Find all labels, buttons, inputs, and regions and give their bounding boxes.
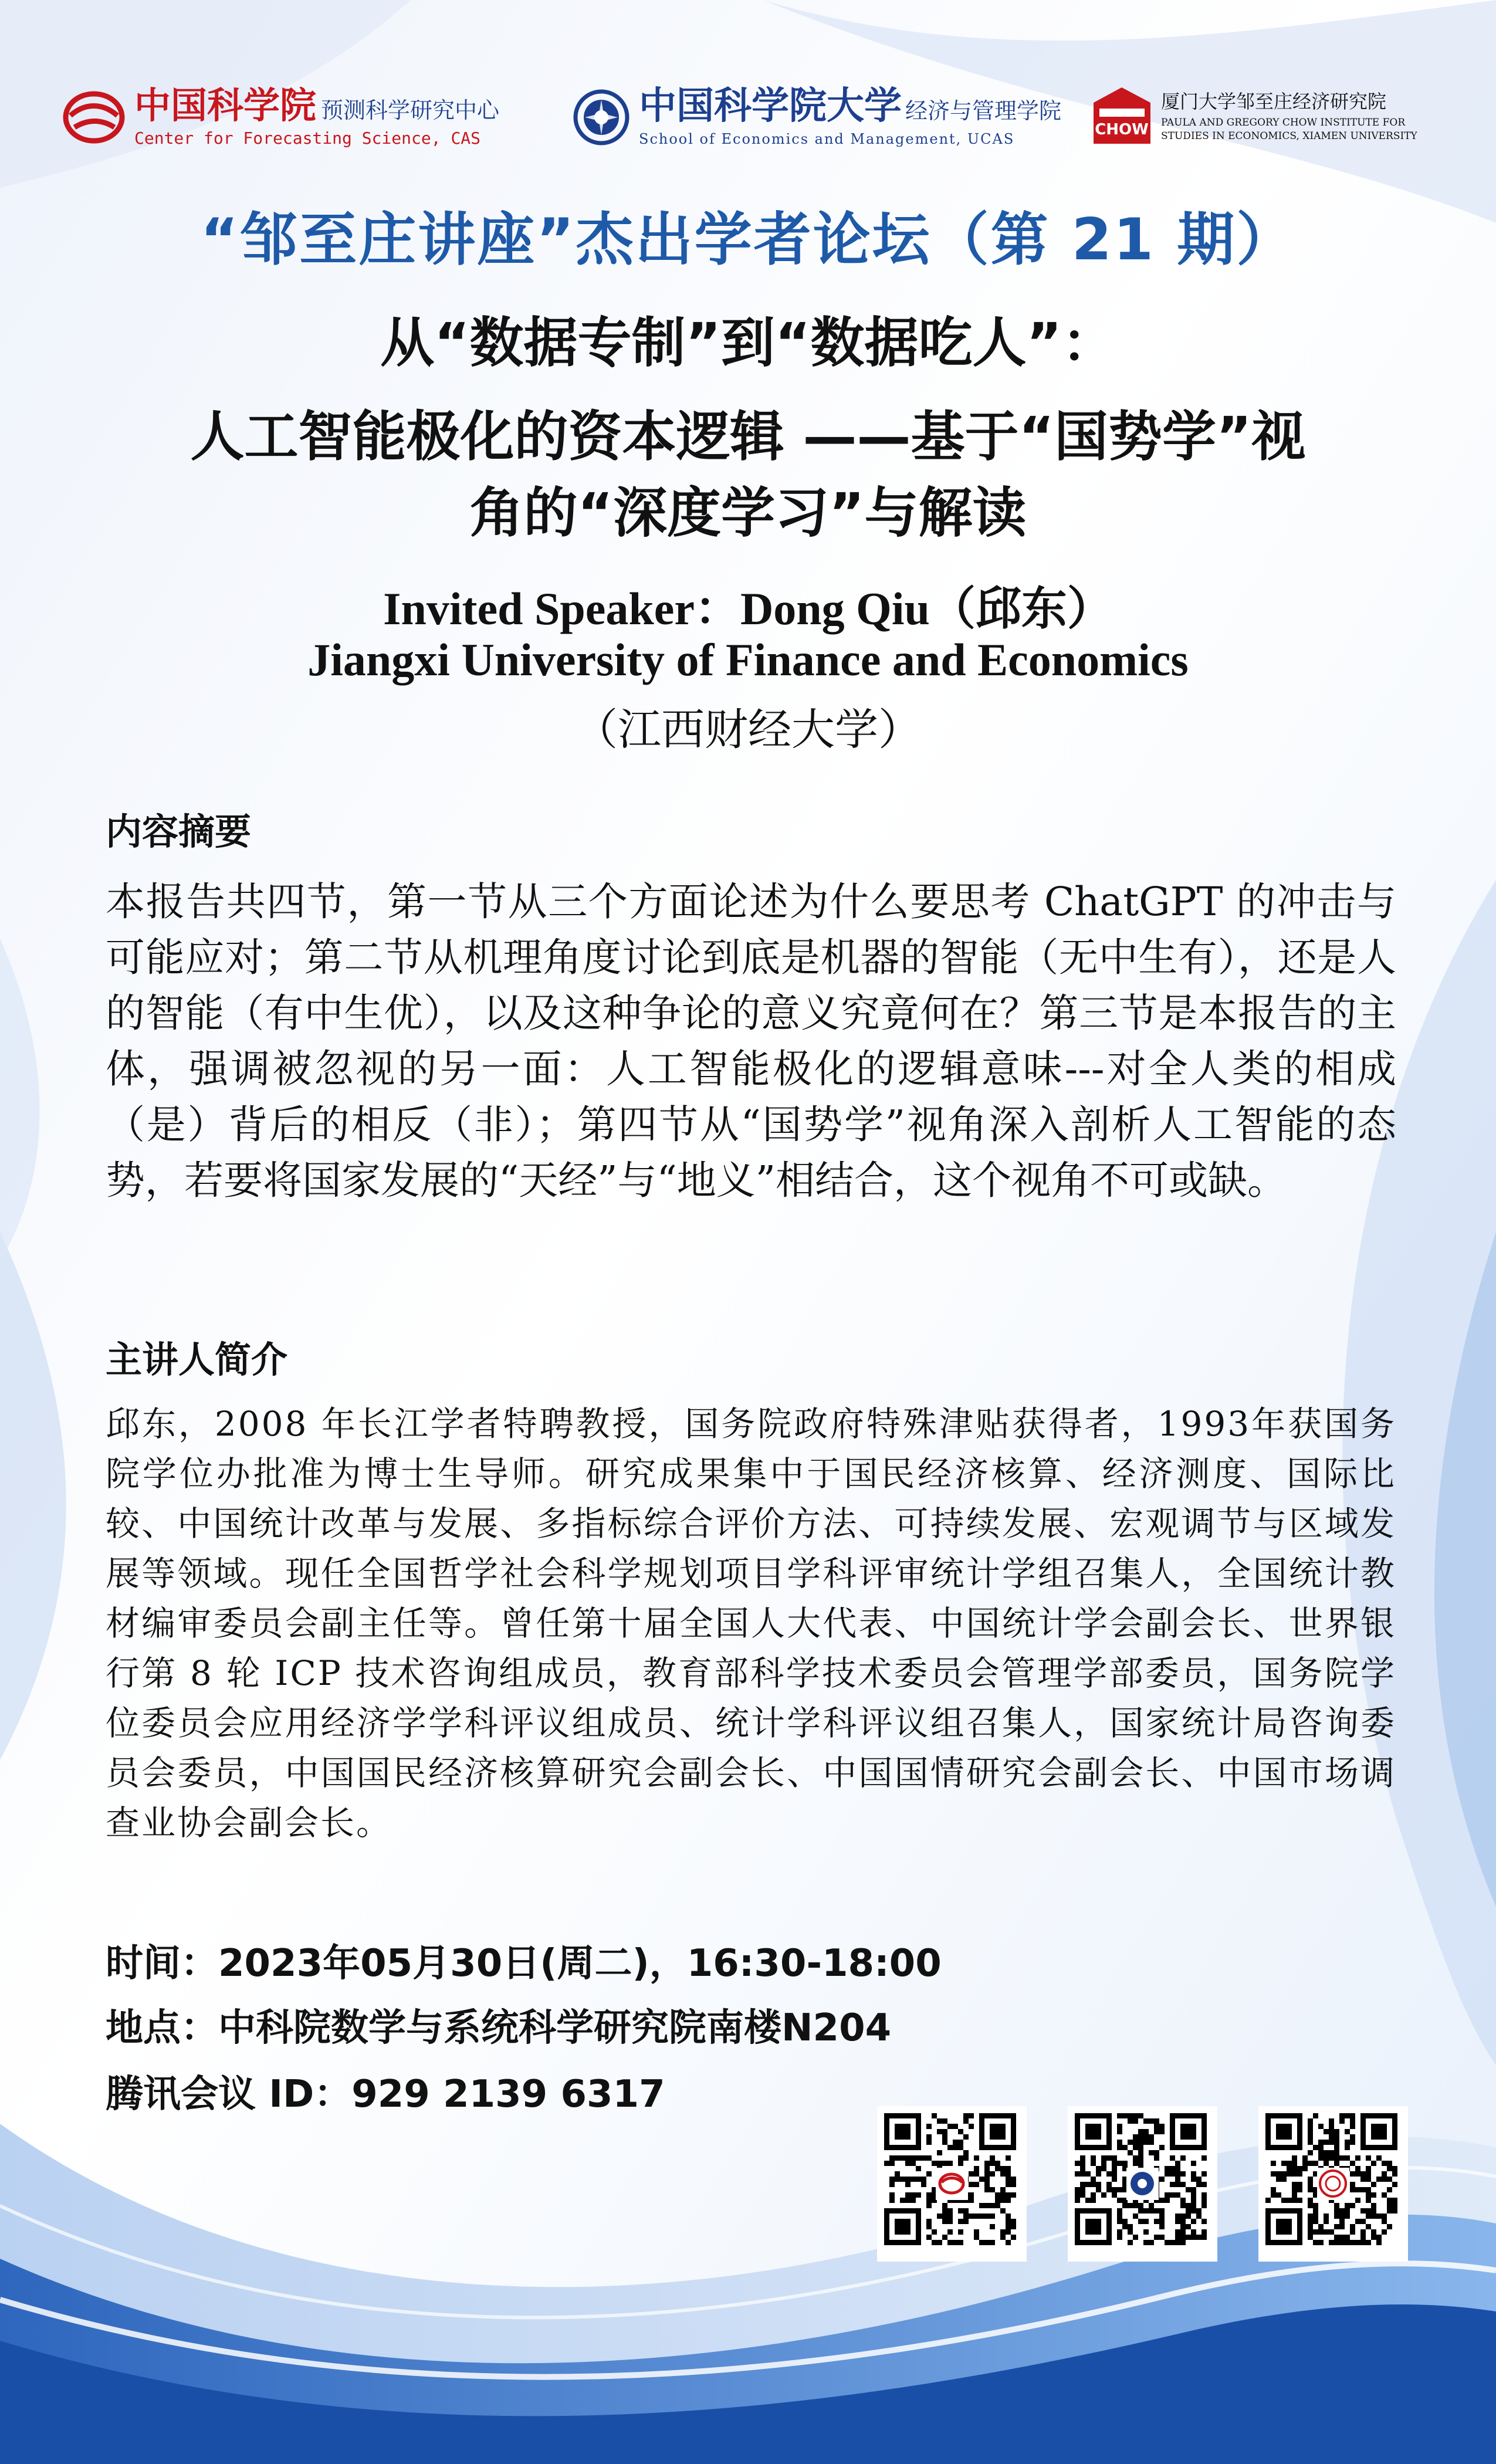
- meeting-id[interactable]: 腾讯会议 ID：929 2139 6317: [106, 2073, 665, 2116]
- qr-code-ucas-sem[interactable]: [1068, 2106, 1217, 2262]
- qr-code-pattern: [877, 2106, 1027, 2262]
- xmu-seal-icon: [1317, 2168, 1349, 2200]
- speaker-affiliation-english: Jiangxi University of Finance and Economics: [307, 634, 1189, 685]
- logo-ucas-name: 中国科学院大学: [639, 84, 902, 128]
- speaker-name: Invited Speaker：Dong Qiu（邱东）: [383, 583, 1113, 634]
- talk-title-line-2: 人工智能极化的资本逻辑 ——基于“国势学”视: [190, 405, 1306, 468]
- logo-xmu-english-line1: PAULA AND GREGORY CHOW INSTITUTE FOR: [1161, 116, 1406, 128]
- event-time: 时间：2023年05月30日(周二)，16:30-18:00: [106, 1942, 942, 1985]
- logo-xmu-english-line2: STUDIES IN ECONOMICS, XIAMEN UNIVERSITY: [1161, 130, 1417, 142]
- chow-logo-text: CHOW: [1095, 121, 1149, 138]
- bio-text: 邱东，2008 年长江学者特聘教授，国务院政府特殊津贴获得者，1993年获国务院学位办批准为博士生导师。研究成果集中于国民经济核算、经济测度、国际比较、中国统计改革与发展、多指标综合评价方法、可持续发展、宏观调节与区域发展等领域。现任全国哲学社会科学规划项目学科评审统计学组召集人，全国统计教材编审委员会副主任等。曾任第十届全国人大代表、中国统计学会副会长、世界银行第 8 轮 ICP 技术咨询组成员，教育部科学技术委员会管理学部委员，国务院学位委员会应用经济学学科评议组成员、统计学科评议组召集人，国家统计局咨询委员会委员，中国国民经济核算研究会副会长、中国国情研究会副会长、中国市场调查业协会副会长。: [106, 1404, 1396, 1843]
- qr-code-pattern: [1258, 2106, 1408, 2262]
- logo-ucas-sem: [572, 73, 1061, 161]
- forecasting-logo-icon: [62, 85, 126, 150]
- qr-code-forecasting-center[interactable]: [877, 2106, 1027, 2262]
- abstract-heading: 内容摘要: [106, 810, 252, 853]
- qr-code-pattern: [1068, 2106, 1217, 2262]
- chow-logo-icon: [1091, 85, 1153, 150]
- logo-ucas-english-name: School of Economics and Management, UCAS: [639, 131, 1015, 147]
- event-location: 地点：中科院数学与系统科学研究院南楼N204: [106, 2006, 892, 2050]
- logo-xmu-name: 厦门大学邹至庄经济研究院: [1161, 90, 1387, 113]
- logo-ucas-unit: 经济与管理学院: [905, 98, 1062, 124]
- talk-title-line-1: 从“数据专制”到“数据吃人”：: [380, 312, 1116, 374]
- logo-cas-unit: 预测科学研究中心: [321, 97, 500, 123]
- talk-title-line-3: 角的“深度学习”与解读: [469, 482, 1027, 544]
- qr-code-xmu-chow[interactable]: [1258, 2106, 1408, 2262]
- ucas-logo-icon: [1126, 2168, 1159, 2200]
- abstract-text: 本报告共四节，第一节从三个方面论述为什么要思考 ChatGPT 的冲击与可能应对；第二节从机理角度讨论到底是机器的智能（无中生有），还是人的智能（有中生优），以及这种争论的意义究竟何在？第三节是本报告的主体，强调被忽视的另一面：人工智能极化的逻辑意味---对全人类的相成（是）背后的相反（非）；第四节从“国势学”视角深入剖析人工智能的态势，若要将国家发展的“天经”与“地义”相结合，这个视角不可或缺。: [106, 879, 1396, 1203]
- logo-cas-english-name: Center for Forecasting Science, CAS: [134, 128, 481, 148]
- logo-cas-name: 中国科学院: [134, 83, 317, 127]
- speaker-affiliation-chinese: （江西财经大学）: [574, 705, 922, 755]
- logo-cas-forecasting: [62, 73, 499, 161]
- bio-heading: 主讲人简介: [106, 1338, 288, 1381]
- forecasting-logo-icon: [936, 2168, 968, 2200]
- logo-xmu-chow: [1091, 73, 1417, 161]
- ucas-logo-icon: [572, 88, 631, 147]
- forum-title: “邹至庄讲座”杰出学者论坛（第 21 期）: [200, 207, 1296, 273]
